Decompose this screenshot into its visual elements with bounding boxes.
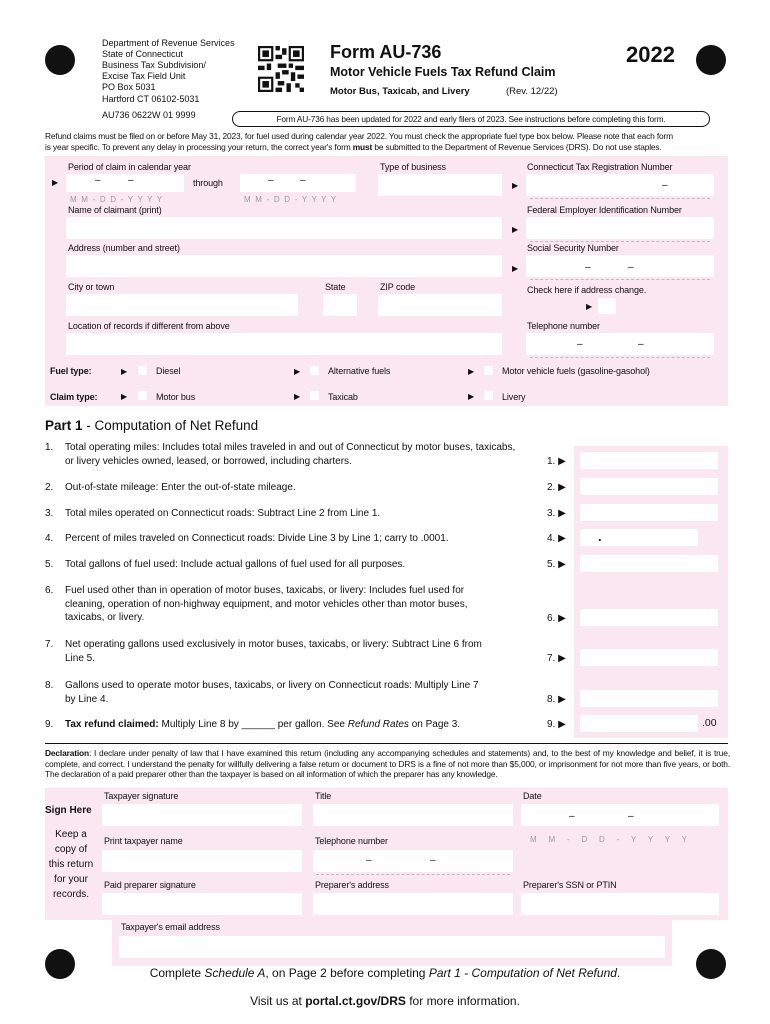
- line-9-input[interactable]: [580, 715, 698, 732]
- fuel-alternative-label: Alternative fuels: [328, 366, 391, 376]
- preparer-address-label: Preparer's address: [315, 880, 389, 890]
- arrow-icon: ▶: [586, 302, 593, 311]
- line-4-ref: 4. ▶: [547, 533, 566, 544]
- fuel-type-label: Fuel type:: [50, 366, 92, 376]
- line-5-ref: 5. ▶: [547, 559, 566, 570]
- print-name-field[interactable]: [102, 850, 302, 872]
- telephone-label: Telephone number: [527, 321, 600, 331]
- line-9-italic: Refund Rates: [347, 719, 409, 730]
- part1-title: [45, 418, 258, 433]
- preparer-signature-field[interactable]: [102, 893, 302, 915]
- claim-type-label: Claim type:: [50, 392, 98, 402]
- line-7-ref-num: 7.: [547, 653, 556, 664]
- line-6-ref-num: 6.: [547, 613, 556, 624]
- line-8-number: 8.: [45, 680, 54, 691]
- keep-copy-line: for your: [54, 874, 88, 885]
- line-9-text-a: Multiply Line 8 by: [158, 719, 242, 730]
- zip-label: ZIP code: [380, 282, 416, 292]
- claim-taxicab-label: Taxicab: [328, 392, 358, 402]
- footer-complete-note: [0, 966, 770, 980]
- arrow-icon: ▶: [468, 392, 475, 401]
- line-9-text-b: per gallon. See: [274, 719, 348, 730]
- dash-separator: –: [628, 811, 634, 822]
- dash-separator: –: [128, 175, 134, 186]
- ssn-underline: [530, 279, 710, 280]
- line-6-text: Fuel used other than in operation of motor buses, taxicabs, or livery: Includes fuel used for cleaning, operation of non-highway equipment, and motor vehicles other than motor buses, taxicabs, or livery.: [65, 585, 468, 623]
- footer-portal-link[interactable]: portal.ct.gov/DRS: [305, 994, 406, 1008]
- update-notice-text: Form AU-736 has been updated for 2022 and early filers of 2023. See instructions before completing this form.: [276, 114, 666, 124]
- claim-livery-label: Livery: [502, 392, 526, 402]
- footer-complete-b: , on Page 2 before completing: [265, 966, 429, 980]
- address-label: Address (number and street): [68, 243, 180, 253]
- intro-line-1: Refund claims must be filed on or before May 31, 2023, for fuel used during calendar year 2022. You must check the appropriate fuel type box below. Please note that each form: [45, 131, 674, 141]
- telephone-sign-field[interactable]: [313, 850, 513, 872]
- arrow-icon: ▶: [52, 178, 59, 187]
- dash-separator: –: [585, 262, 591, 273]
- period-end-hint: M M - D D - Y Y Y Y: [244, 195, 338, 204]
- footer-visit-b: for more information.: [405, 994, 520, 1008]
- line-9-number: 9.: [45, 719, 54, 730]
- state-field[interactable]: [323, 294, 357, 316]
- records-location-label: Location of records if different from above: [68, 321, 230, 331]
- line-5-input[interactable]: [580, 555, 718, 572]
- title-label: Title: [315, 791, 332, 801]
- claimant-name-field[interactable]: [66, 217, 502, 239]
- records-location-field[interactable]: [66, 333, 502, 355]
- fuel-alternative-checkbox[interactable]: [310, 366, 319, 375]
- keep-copy-line: Keep a: [55, 829, 87, 840]
- line-9-cents: .00: [702, 717, 717, 729]
- dash-separator: –: [569, 811, 575, 822]
- line-9-text-c: on Page 3.: [408, 719, 461, 730]
- telephone-field[interactable]: [526, 333, 714, 355]
- line-1-text: Total operating miles: Includes total miles traveled in and out of Connecticut by motor buses, taxicabs, or livery vehicles owned, leased, or borrowed, including charters.: [65, 442, 516, 467]
- ct-registration-underline: [530, 198, 710, 199]
- claimant-name-label: Name of claimant (print): [68, 205, 162, 215]
- line-9-rate-blank[interactable]: ______: [241, 719, 275, 730]
- print-name-label: Print taxpayer name: [104, 836, 183, 846]
- update-notice: [232, 111, 710, 127]
- line-6-number: 6.: [45, 585, 54, 596]
- part1-title-rest: - Computation of Net Refund: [82, 418, 259, 433]
- period-label: Period of claim in calendar year: [68, 162, 191, 172]
- keep-copy-line: copy of: [54, 844, 88, 855]
- declaration: [45, 748, 730, 780]
- line-8-text: Gallons used to operate motor buses, taxicabs, or livery on Connecticut roads: Multiply Line 7 by Line 4.: [65, 680, 479, 705]
- sign-here-label: Sign Here: [45, 805, 92, 816]
- line-3-number: 3.: [45, 508, 54, 519]
- dash-separator: –: [430, 855, 436, 866]
- address-change-checkbox[interactable]: [598, 298, 616, 314]
- intro-text-c: be submitted to the Department of Revenue Services (DRS). Do not use staples.: [372, 142, 662, 152]
- footer-part1: Part 1 - Computation of Net Refund: [428, 966, 617, 980]
- telephone-sign-label: Telephone number: [315, 836, 388, 846]
- form-title: Form AU-736: [330, 42, 442, 62]
- arrow-icon: ▶: [468, 367, 475, 376]
- claim-motor-bus-checkbox[interactable]: [138, 391, 147, 400]
- arrow-icon: ▶: [512, 225, 519, 234]
- dept-line: Hartford CT 06102-5031: [102, 94, 200, 104]
- line-3-text: Total miles operated on Connecticut roads: Subtract Line 2 from Line 1.: [65, 508, 381, 519]
- dash-separator: –: [577, 339, 583, 350]
- declaration-rule: [45, 743, 728, 744]
- ssn-label: Social Security Number: [527, 243, 619, 253]
- form-sub-subtitle: Motor Bus, Taxicab, and Livery: [330, 86, 470, 97]
- line-6-input[interactable]: [580, 609, 718, 626]
- preparer-address-field[interactable]: [313, 893, 513, 915]
- form-code: AU736 0622W 01 9999: [102, 110, 196, 120]
- fuel-gasoline-checkbox[interactable]: [484, 366, 493, 375]
- form-subtitle: Motor Vehicle Fuels Tax Refund Claim: [330, 65, 556, 79]
- fuel-diesel-checkbox[interactable]: [138, 366, 147, 375]
- type-of-business-field[interactable]: [378, 174, 502, 196]
- line-7-ref: 7. ▶: [547, 653, 566, 664]
- email-label: Taxpayer's email address: [121, 922, 220, 932]
- line-3-ref-num: 3.: [547, 508, 556, 519]
- dept-line: PO Box 5031: [102, 82, 156, 92]
- tax-year: 2022: [626, 42, 675, 67]
- line-8-input[interactable]: [580, 690, 718, 707]
- line-3-input[interactable]: [580, 504, 718, 521]
- email-field[interactable]: [119, 936, 665, 958]
- line-1-ref: 1. ▶: [547, 456, 566, 467]
- line-5-text: Total gallons of fuel used: Include actual gallons of fuel used for all purposes.: [65, 559, 406, 570]
- taxpayer-signature-field[interactable]: [102, 804, 302, 826]
- dash-separator: –: [628, 262, 634, 273]
- period-start-hint: M M - D D - Y Y Y Y: [70, 195, 164, 204]
- qr-code-icon: [258, 46, 304, 92]
- dash-separator: –: [662, 180, 668, 191]
- dept-line: Business Tax Subdivision/: [102, 60, 206, 70]
- fein-underline: [530, 241, 710, 242]
- line-2-text: Out-of-state mileage: Enter the out-of-state mileage.: [65, 482, 296, 493]
- footer-visit-note: [0, 994, 770, 1008]
- line-7-text: Net operating gallons used exclusively in motor buses, taxicabs, or livery: Subtract Line 6 from Line 5.: [65, 639, 482, 664]
- title-field[interactable]: [313, 804, 513, 826]
- claim-livery-checkbox[interactable]: [484, 391, 493, 400]
- line-8-ref-num: 8.: [547, 694, 556, 705]
- line-2-input[interactable]: [580, 478, 718, 495]
- arrow-icon: ▶: [294, 367, 301, 376]
- ssn-field[interactable]: [526, 255, 714, 277]
- line-4-number: 4.: [45, 533, 54, 544]
- period-start-field[interactable]: [66, 174, 184, 192]
- intro-text-must: must: [352, 142, 373, 152]
- line-7-input[interactable]: [580, 649, 718, 666]
- line-9-ref-num: 9.: [547, 719, 556, 730]
- line-7-number: 7.: [45, 639, 54, 650]
- line-5-number: 5.: [45, 559, 54, 570]
- line-2-ref-num: 2.: [547, 482, 556, 493]
- address-change-label: Check here if address change.: [527, 285, 647, 295]
- declaration-text: : I declare under penalty of law that I have examined this return (including any accompanying schedules and statements) and, to the best of my knowledge and belief, it is true, complete, and correct. I understand the penalty for willfully delivering a false return or document to DRS is a fine of not more than $5,000, or imprisonment for not more than five years, or both. The declaration of a paid preparer other than the taxpayer is based on all information of which the preparer has any knowledge.: [45, 748, 730, 779]
- fuel-gasoline-label: Motor vehicle fuels (gasoline-gasohol): [502, 366, 650, 376]
- date-label: Date: [523, 791, 542, 801]
- line-6-ref: 6. ▶: [547, 613, 566, 624]
- ct-registration-field[interactable]: [526, 174, 714, 196]
- registration-dot-top-left: [45, 45, 75, 75]
- line-1-input[interactable]: [580, 452, 718, 469]
- registration-dot-top-right: [696, 45, 726, 75]
- preparer-signature-label: Paid preparer signature: [104, 880, 196, 890]
- fuel-diesel-label: Diesel: [156, 366, 181, 376]
- line-2-number: 2.: [45, 482, 54, 493]
- fein-field[interactable]: [526, 217, 714, 239]
- telephone-sign-underline: [316, 874, 510, 875]
- line-4-decimal: .: [598, 529, 602, 544]
- preparer-ssn-field[interactable]: [521, 893, 719, 915]
- zip-field[interactable]: [378, 294, 502, 316]
- footer-schedule-a: Schedule A: [204, 966, 266, 980]
- arrow-icon: ▶: [294, 392, 301, 401]
- telephone-underline: [530, 357, 710, 358]
- dept-line: State of Connecticut: [102, 49, 184, 59]
- date-hint: M M - D D - Y Y Y Y: [530, 835, 692, 844]
- ct-registration-label: Connecticut Tax Registration Number: [527, 162, 673, 172]
- line-8-ref: 8. ▶: [547, 694, 566, 705]
- address-field[interactable]: [66, 255, 502, 277]
- dept-line: Excise Tax Field Unit: [102, 71, 186, 81]
- city-field[interactable]: [66, 294, 298, 316]
- type-of-business-label: Type of business: [380, 162, 446, 172]
- revision-date: (Rev. 12/22): [506, 86, 558, 97]
- dash-separator: –: [95, 175, 101, 186]
- dash-separator: –: [638, 339, 644, 350]
- line-9-text: [65, 718, 545, 732]
- arrow-icon: ▶: [512, 264, 519, 273]
- claim-motor-bus-label: Motor bus: [156, 392, 196, 402]
- arrow-icon: ▶: [121, 392, 128, 401]
- dash-separator: –: [366, 855, 372, 866]
- arrow-icon: ▶: [512, 181, 519, 190]
- claim-taxicab-checkbox[interactable]: [310, 391, 319, 400]
- dash-separator: –: [268, 175, 274, 186]
- footer-visit-a: Visit us at: [250, 994, 306, 1008]
- part1-title-bold: Part 1: [45, 418, 83, 433]
- dept-line: Department of Revenue Services: [102, 38, 235, 48]
- date-field[interactable]: [521, 804, 719, 826]
- line-3-ref: 3. ▶: [547, 508, 566, 519]
- dash-separator: –: [300, 175, 306, 186]
- footer-complete-a: Complete: [149, 966, 205, 980]
- intro-text-a: is year specific. To prevent any delay in processing your return, the correct year's form: [45, 142, 353, 152]
- city-label: City or town: [68, 282, 115, 292]
- preparer-ssn-label: Preparer's SSN or PTIN: [523, 880, 617, 890]
- line-2-ref: 2. ▶: [547, 482, 566, 493]
- line-5-ref-num: 5.: [547, 559, 556, 570]
- period-end-field[interactable]: [240, 174, 356, 192]
- line-1-ref-num: 1.: [547, 456, 556, 467]
- line-1-number: 1.: [45, 442, 54, 453]
- intro-line-2: [45, 142, 735, 153]
- taxpayer-signature-label: Taxpayer signature: [104, 791, 179, 801]
- footer-complete-c: .: [616, 966, 621, 980]
- arrow-icon: ▶: [121, 367, 128, 376]
- line-4-ref-num: 4.: [547, 533, 556, 544]
- line-4-text: Percent of miles traveled on Connecticut roads: Divide Line 3 by Line 1; carry to .0001.: [65, 533, 449, 544]
- line-9-bold: Tax refund claimed:: [65, 719, 159, 730]
- fein-label: Federal Employer Identification Number: [527, 205, 682, 215]
- state-label: State: [325, 282, 346, 292]
- keep-copy-line: records.: [52, 889, 90, 900]
- through-label: through: [193, 178, 223, 188]
- line-9-ref: 9. ▶: [547, 719, 566, 730]
- declaration-bold: Declaration: [45, 748, 89, 758]
- keep-copy-line: this return: [48, 859, 94, 870]
